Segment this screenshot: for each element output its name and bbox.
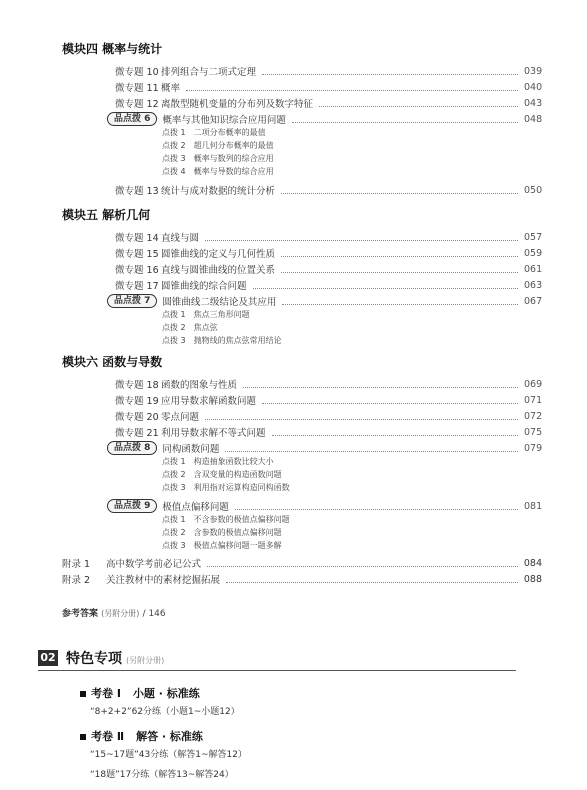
- point-item: [162, 456, 274, 467]
- appendix-entry[interactable]: [62, 572, 542, 586]
- topic-title: 函数的图象与性质: [161, 380, 238, 391]
- point-text: 焦点三角形问题: [193, 310, 250, 319]
- toc-entry[interactable]: [115, 409, 542, 423]
- page-number: 079: [524, 442, 543, 454]
- toc-entry[interactable]: [115, 393, 542, 407]
- module-heading: 模块五 解析几何: [62, 208, 151, 222]
- point-label: 点拨 3: [162, 336, 186, 345]
- highlight-title: 同构函数问题: [162, 444, 220, 455]
- exam-heading[interactable]: [80, 685, 200, 701]
- special-section-header: [38, 648, 518, 668]
- point-label: 点拨 1: [162, 310, 186, 319]
- leader-dots: [292, 122, 518, 123]
- page-number: 057: [524, 231, 543, 243]
- page-number: 050: [524, 184, 543, 196]
- topic-code: 微专题 15: [115, 249, 159, 260]
- toc-entry[interactable]: [115, 425, 542, 439]
- topic-title: 圆锥曲线的定义与几何性质: [161, 249, 276, 260]
- topic-code: 微专题 11: [115, 83, 159, 94]
- toc-entry[interactable]: [115, 183, 542, 197]
- topic-title: 直线与圆锥曲线的位置关系: [161, 265, 276, 276]
- highlight-badge: 品点拨 7: [107, 294, 157, 308]
- point-text: 不含参数的极值点偏移问题: [193, 515, 290, 524]
- leader-dots: [281, 193, 518, 194]
- point-item: [162, 140, 274, 151]
- leader-dots: [207, 566, 518, 567]
- topic-title: 利用导数求解不等式问题: [161, 428, 266, 439]
- topic-code: 微专题 10: [115, 67, 159, 78]
- toc-entry[interactable]: [115, 262, 542, 276]
- leader-dots: [186, 90, 518, 91]
- topic-title: 圆锥曲线的综合问题: [161, 281, 247, 292]
- appendix-entry[interactable]: [62, 556, 542, 570]
- point-label: 点拨 3: [162, 154, 186, 163]
- point-item: [162, 469, 282, 480]
- point-label: 点拨 1: [162, 457, 186, 466]
- appendix-code: 附录 2: [62, 575, 91, 586]
- point-label: 点拨 1: [162, 515, 186, 524]
- point-item: [162, 514, 290, 525]
- point-text: 构造抽象函数比较大小: [193, 457, 274, 466]
- point-item: [162, 153, 274, 164]
- module-heading: 模块四 概率与统计: [62, 42, 163, 56]
- page-number: 081: [524, 500, 543, 512]
- point-item: [162, 127, 266, 138]
- leader-dots: [243, 387, 518, 388]
- appendix-title: 高中数学考前必记公式: [106, 559, 202, 570]
- point-label: 点拨 2: [162, 528, 186, 537]
- page-number: 067: [524, 295, 543, 307]
- topic-code: 微专题 13: [115, 186, 159, 197]
- topic-title: 应用导数求解函数问题: [161, 396, 257, 407]
- point-text: 抛物线的焦点弦常用结论: [193, 336, 282, 345]
- point-text: 概率与导数的综合应用: [193, 167, 274, 176]
- point-text: 利用指对运算构造同构函数: [193, 483, 290, 492]
- exam-title: 考卷 Ⅰ: [91, 687, 121, 700]
- page-number: 075: [524, 426, 543, 438]
- module-heading: 模块六 函数与导数: [62, 355, 163, 369]
- point-item: [162, 322, 218, 333]
- toc-entry[interactable]: [115, 246, 542, 260]
- square-bullet-icon: [80, 691, 86, 697]
- point-text: 极值点偏移问题一题多解: [193, 541, 282, 550]
- leader-dots: [225, 451, 518, 452]
- answer-label: 参考答案: [62, 609, 99, 619]
- leader-dots: [319, 106, 518, 107]
- point-label: 点拨 3: [162, 541, 186, 550]
- leader-dots: [262, 403, 518, 404]
- leader-dots: [281, 272, 518, 273]
- topic-title: 统计与成对数据的统计分析: [161, 186, 276, 197]
- point-text: 含参数的极值点偏移问题: [193, 528, 282, 537]
- point-text: 概率与数列的综合应用: [193, 154, 274, 163]
- section-rule: [38, 670, 516, 671]
- exam-subtitle: 小题 · 标准练: [132, 687, 200, 700]
- leader-dots: [262, 74, 518, 75]
- page-number: 040: [524, 81, 543, 93]
- page-number: 071: [524, 394, 543, 406]
- point-text: 超几何分布概率的最值: [193, 141, 274, 150]
- appendix-title: 关注教材中的素材挖掘拓展: [106, 575, 221, 586]
- page-number: 061: [524, 263, 543, 275]
- toc-highlight-entry[interactable]: [107, 441, 542, 455]
- section-title: [66, 648, 164, 668]
- point-label: 点拨 2: [162, 141, 186, 150]
- drill-item: “18题”17分练（解答13~解答24）: [90, 770, 234, 780]
- leader-dots: [253, 288, 518, 289]
- highlight-badge: 品点拨 8: [107, 441, 157, 455]
- appendix-code: 附录 1: [62, 559, 91, 570]
- topic-code: 微专题 17: [115, 281, 159, 292]
- leader-dots: [226, 582, 518, 583]
- page-number: 084: [523, 557, 542, 569]
- highlight-badge: 品点拨 9: [107, 499, 157, 513]
- section-number: 02: [38, 650, 58, 666]
- topic-code: 微专题 18: [115, 380, 159, 391]
- answer-page: / 146: [142, 609, 166, 619]
- page-number: 059: [524, 247, 543, 259]
- leader-dots: [281, 256, 518, 257]
- leader-dots: [272, 435, 518, 436]
- section-subtitle: (另附分册): [126, 656, 165, 665]
- page-number: 039: [524, 65, 543, 77]
- topic-code: 微专题 14: [115, 233, 159, 244]
- topic-title: 排列组合与二项式定理: [161, 67, 257, 78]
- page-number: 088: [523, 573, 542, 585]
- point-item: [162, 335, 282, 346]
- toc-entry[interactable]: [115, 80, 542, 94]
- point-item: [162, 309, 250, 320]
- topic-title: 直线与圆: [161, 233, 200, 244]
- topic-code: 微专题 21: [115, 428, 159, 439]
- leader-dots: [235, 509, 518, 510]
- toc-entry[interactable]: [115, 64, 542, 78]
- topic-title: 离散型随机变量的分布列及数字特征: [161, 99, 314, 110]
- page-number: 048: [524, 113, 543, 125]
- point-text: 焦点弦: [193, 323, 218, 332]
- point-label: 点拨 1: [162, 128, 186, 137]
- exam-heading[interactable]: [80, 728, 203, 744]
- topic-code: 微专题 20: [115, 412, 159, 423]
- point-label: 点拨 3: [162, 483, 186, 492]
- topic-title: 零点问题: [161, 412, 200, 423]
- point-item: [162, 527, 282, 538]
- toc-highlight-entry[interactable]: [107, 499, 542, 513]
- toc-entry[interactable]: [115, 230, 542, 244]
- square-bullet-icon: [80, 734, 86, 740]
- leader-dots: [205, 240, 518, 241]
- toc-entry[interactable]: [115, 96, 542, 110]
- topic-title: 概率: [161, 83, 181, 94]
- highlight-title: 概率与其他知识综合应用问题: [162, 115, 286, 126]
- page-number: 043: [524, 97, 543, 109]
- toc-highlight-entry[interactable]: [107, 112, 542, 126]
- page-number: 069: [524, 378, 543, 390]
- page-number: 063: [524, 279, 543, 291]
- highlight-title: 圆锥曲线二级结论及其应用: [162, 297, 277, 308]
- page-number: 072: [524, 410, 543, 422]
- leader-dots: [282, 304, 518, 305]
- point-text: 二项分布概率的最值: [193, 128, 266, 137]
- highlight-title: 极值点偏移问题: [162, 502, 229, 513]
- point-text: 含双变量的构造函数问题: [193, 470, 282, 479]
- point-item: [162, 540, 282, 551]
- toc-highlight-entry[interactable]: [107, 294, 542, 308]
- leader-dots: [205, 419, 518, 420]
- answer-note: (另附分册): [101, 609, 140, 618]
- topic-code: 微专题 19: [115, 396, 159, 407]
- answer-reference[interactable]: [62, 606, 166, 619]
- point-label: 点拨 2: [162, 323, 186, 332]
- point-label: 点拨 2: [162, 470, 186, 479]
- point-label: 点拨 4: [162, 167, 186, 176]
- drill-item: “8+2+2”62分练（小题1~小题12）: [90, 707, 240, 717]
- topic-code: 微专题 12: [115, 99, 159, 110]
- toc-entry[interactable]: [115, 278, 542, 292]
- point-item: [162, 482, 290, 493]
- point-item: [162, 166, 274, 177]
- toc-entry[interactable]: [115, 377, 542, 391]
- exam-subtitle: 解答 · 标准练: [136, 730, 203, 743]
- highlight-badge: 品点拨 6: [107, 112, 157, 126]
- exam-title: 考卷 Ⅱ: [91, 730, 125, 743]
- drill-item: “15~17题”43分练（解答1~解答12）: [90, 750, 247, 760]
- topic-code: 微专题 16: [115, 265, 159, 276]
- section-title-text: 特色专项: [66, 651, 122, 667]
